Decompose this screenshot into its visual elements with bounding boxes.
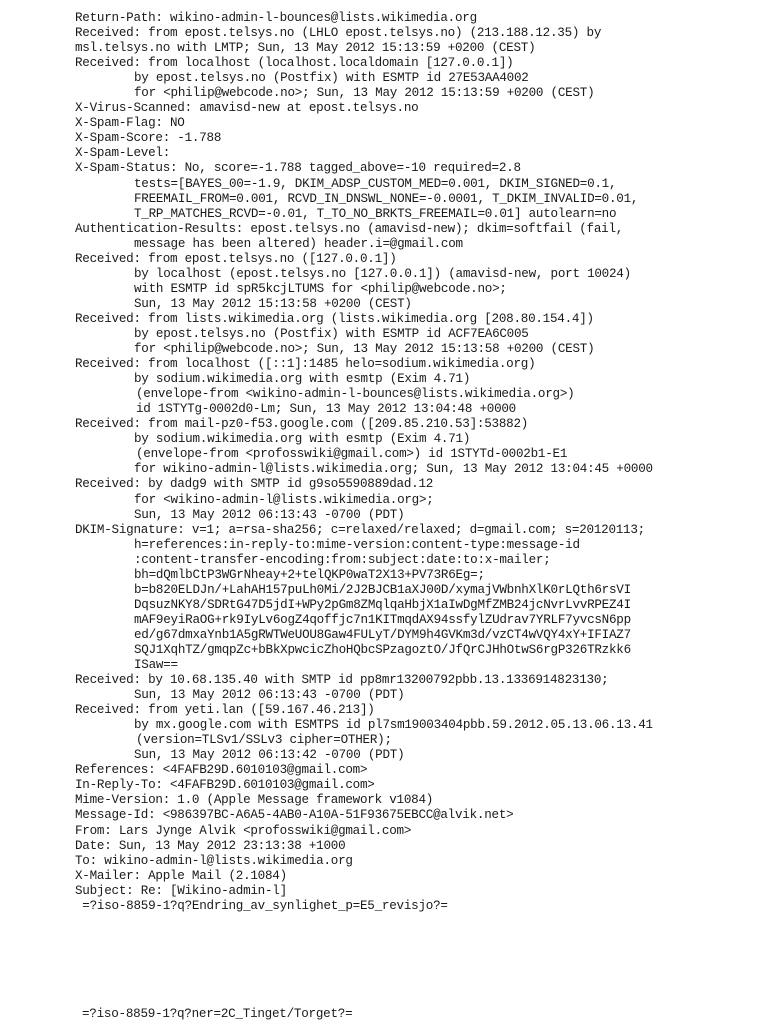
header-continuation-line: for wikino-admin-l@lists.wikimedia.org; Sun, 13 May 2012 13:04:45 +0000	[134, 462, 653, 477]
header-line: X-Virus-Scanned: amavisd-new at epost.telsys.no	[75, 101, 419, 116]
header-continuation-line: by localhost (epost.telsys.no [127.0.0.1]) (amavisd-new, port 10024)	[134, 266, 631, 281]
header-continuation-line: h=references:in-reply-to:mime-version:content-type:message-id	[134, 537, 580, 552]
header-line: Mime-Version: 1.0 (Apple Message framework v1084)	[75, 793, 434, 808]
header-continuation-line: for <philip@webcode.no>; Sun, 13 May 2012 15:13:59 +0200 (CEST)	[134, 86, 595, 101]
header-continuation-line: Sun, 13 May 2012 06:13:43 -0700 (PDT)	[134, 688, 405, 703]
header-line: To: wikino-admin-l@lists.wikimedia.org	[75, 853, 353, 868]
header-line: Return-Path: wikino-admin-l-bounces@lists.wikimedia.org	[75, 11, 477, 25]
header-line: DKIM-Signature: v=1; a=rsa-sha256; c=relaxed/relaxed; d=gmail.com; s=20120113;	[75, 522, 645, 537]
header-continuation-line: by epost.telsys.no (Postfix) with ESMTP id 27E53AA4002	[134, 71, 529, 86]
header-continuation-line: tests=[BAYES_00=-1.9, DKIM_ADSP_CUSTOM_MED=0.001, DKIM_SIGNED=0.1,	[134, 176, 617, 191]
header-continuation-line: by sodium.wikimedia.org with esmtp (Exim 4.71)	[134, 432, 471, 447]
header-line: Received: from mail-pz0-f53.google.com ([209.85.210.53]:53882)	[75, 417, 529, 432]
header-continuation-line: (envelope-from <profosswiki@gmail.com>) id 1STYTd-0002b1-E1	[136, 447, 568, 462]
header-line: Received: by dadg9 with SMTP id g9so5590889dad.12	[75, 477, 434, 492]
header-line: X-Spam-Flag: NO	[75, 116, 185, 131]
header-continuation-line: mAF9eyiRaOG+rk9IyLv6ogZ4qoffjc7n1KITmqdAX94ssfylZUdrav7YRLF7yvcsN6pp	[134, 612, 631, 627]
header-line: X-Spam-Level:	[75, 146, 170, 161]
header-continuation-line: by sodium.wikimedia.org with esmtp (Exim 4.71)	[134, 372, 471, 387]
header-line: Authentication-Results: epost.telsys.no (amavisd-new); dkim=softfail (fail,	[75, 221, 624, 236]
header-line: In-Reply-To: <4FAFB29D.6010103@gmail.com>	[75, 778, 375, 793]
header-continuation-line: message has been altered) header.i=@gmail.com	[134, 236, 463, 251]
subject-encoded-continuation: =?iso-8859-1?q?ner=2C_Tinget/Torget?=	[82, 1007, 353, 1021]
header-line: Received: from epost.telsys.no ([127.0.0.1])	[75, 251, 397, 266]
header-continuation-line: b=b820ELDJn/+LahAH157puLh0Mi/2J2BJCB1aXJ00D/xymajVWbnhXlK0rLQth6rsVI	[134, 582, 631, 597]
header-line: References: <4FAFB29D.6010103@gmail.com>	[75, 763, 368, 778]
header-continuation-line: for <wikino-admin-l@lists.wikimedia.org>;	[134, 492, 434, 507]
header-line: X-Spam-Score: -1.788	[75, 131, 222, 146]
header-line: X-Spam-Status: No, score=-1.788 tagged_above=-10 required=2.8	[75, 161, 521, 176]
header-line: msl.telsys.no with LMTP; Sun, 13 May 2012 15:13:59 +0200 (CEST)	[75, 41, 536, 56]
header-continuation-line: FREEMAIL_FROM=0.001, RCVD_IN_DNSWL_NONE=-0.0001, T_DKIM_INVALID=0.01,	[134, 191, 639, 206]
header-continuation-line: by epost.telsys.no (Postfix) with ESMTP id ACF7EA6C005	[134, 326, 529, 341]
header-line: From: Lars Jynge Alvik <profosswiki@gmail.com>	[75, 823, 412, 838]
header-line: Received: from yeti.lan ([59.167.46.213])	[75, 703, 375, 718]
header-continuation-line: id 1STYTg-0002d0-Lm; Sun, 13 May 2012 13:04:48 +0000	[136, 402, 516, 417]
header-line: Received: from lists.wikimedia.org (lists.wikimedia.org [208.80.154.4])	[75, 311, 594, 326]
header-line: Received: from epost.telsys.no (LHLO epost.telsys.no) (213.188.12.35) by	[75, 26, 602, 41]
header-continuation-line: (version=TLSv1/SSLv3 cipher=OTHER);	[136, 733, 392, 748]
header-continuation-line: DqsuzNKY8/SDRtG47D5jdI+WPy2pGm8ZMqlqaHbjX1aIwDgMfZMB24jcNvrLvvRPEZ4I	[134, 597, 631, 612]
header-continuation-line: ed/g67dmxaYnb1A5gRWTWeUOU8Gaw4FULyT/DYM9h4GVKm3d/vzCT4wVQY4xY+IFIAZ7	[134, 627, 631, 642]
header-continuation-line: T_RP_MATCHES_RCVD=-0.01, T_TO_NO_BRKTS_FREEMAIL=0.01] autolearn=no	[134, 206, 617, 221]
header-continuation-line: SQJ1XqhTZ/gmqpZc+bBkXpwcicZhoHQbcSPzagoztO/JfQrCJHhOtwS6rgP326TRzkk6	[134, 642, 631, 657]
header-line: Received: from localhost ([::1]:1485 helo=sodium.wikimedia.org)	[75, 357, 536, 372]
header-line: Received: by 10.68.135.40 with SMTP id pp8mr13200792pbb.13.1336914823130;	[75, 673, 609, 688]
header-continuation-line: (envelope-from <wikino-admin-l-bounces@lists.wikimedia.org>)	[136, 387, 575, 402]
header-continuation-line: with ESMTP id spR5kcjLTUMS for <philip@webcode.no>;	[134, 281, 507, 296]
header-line: Message-Id: <986397BC-A6A5-4AB0-A10A-51F93675EBCC@alvik.net>	[75, 808, 514, 823]
header-continuation-line: bh=dQmlbCtP3WGrNheay+2+telQKP0waT2X13+PV73R6Eg=;	[134, 567, 485, 582]
header-line: =?iso-8859-1?q?Endring_av_synlighet_p=E5_revisjo?=	[75, 898, 448, 913]
header-continuation-line: Sun, 13 May 2012 06:13:42 -0700 (PDT)	[134, 748, 405, 763]
header-continuation-line: Sun, 13 May 2012 06:13:43 -0700 (PDT)	[134, 507, 405, 522]
header-continuation-line: ISaw==	[134, 658, 178, 673]
header-continuation-line: :content-transfer-encoding:from:subject:date:to:x-mailer;	[134, 552, 551, 567]
header-line: Date: Sun, 13 May 2012 23:13:38 +1000	[75, 838, 346, 853]
header-continuation-line: for <philip@webcode.no>; Sun, 13 May 2012 15:13:58 +0200 (CEST)	[134, 342, 595, 357]
header-continuation-line: Sun, 13 May 2012 15:13:58 +0200 (CEST)	[134, 296, 412, 311]
header-line: X-Mailer: Apple Mail (2.1084)	[75, 868, 287, 883]
header-line: Subject: Re: [Wikino-admin-l]	[75, 883, 287, 898]
header-continuation-line: by mx.google.com with ESMTPS id pl7sm19003404pbb.59.2012.05.13.06.13.41	[134, 718, 653, 733]
email-header-block	[75, 11, 765, 914]
header-line: Received: from localhost (localhost.localdomain [127.0.0.1])	[75, 56, 514, 71]
